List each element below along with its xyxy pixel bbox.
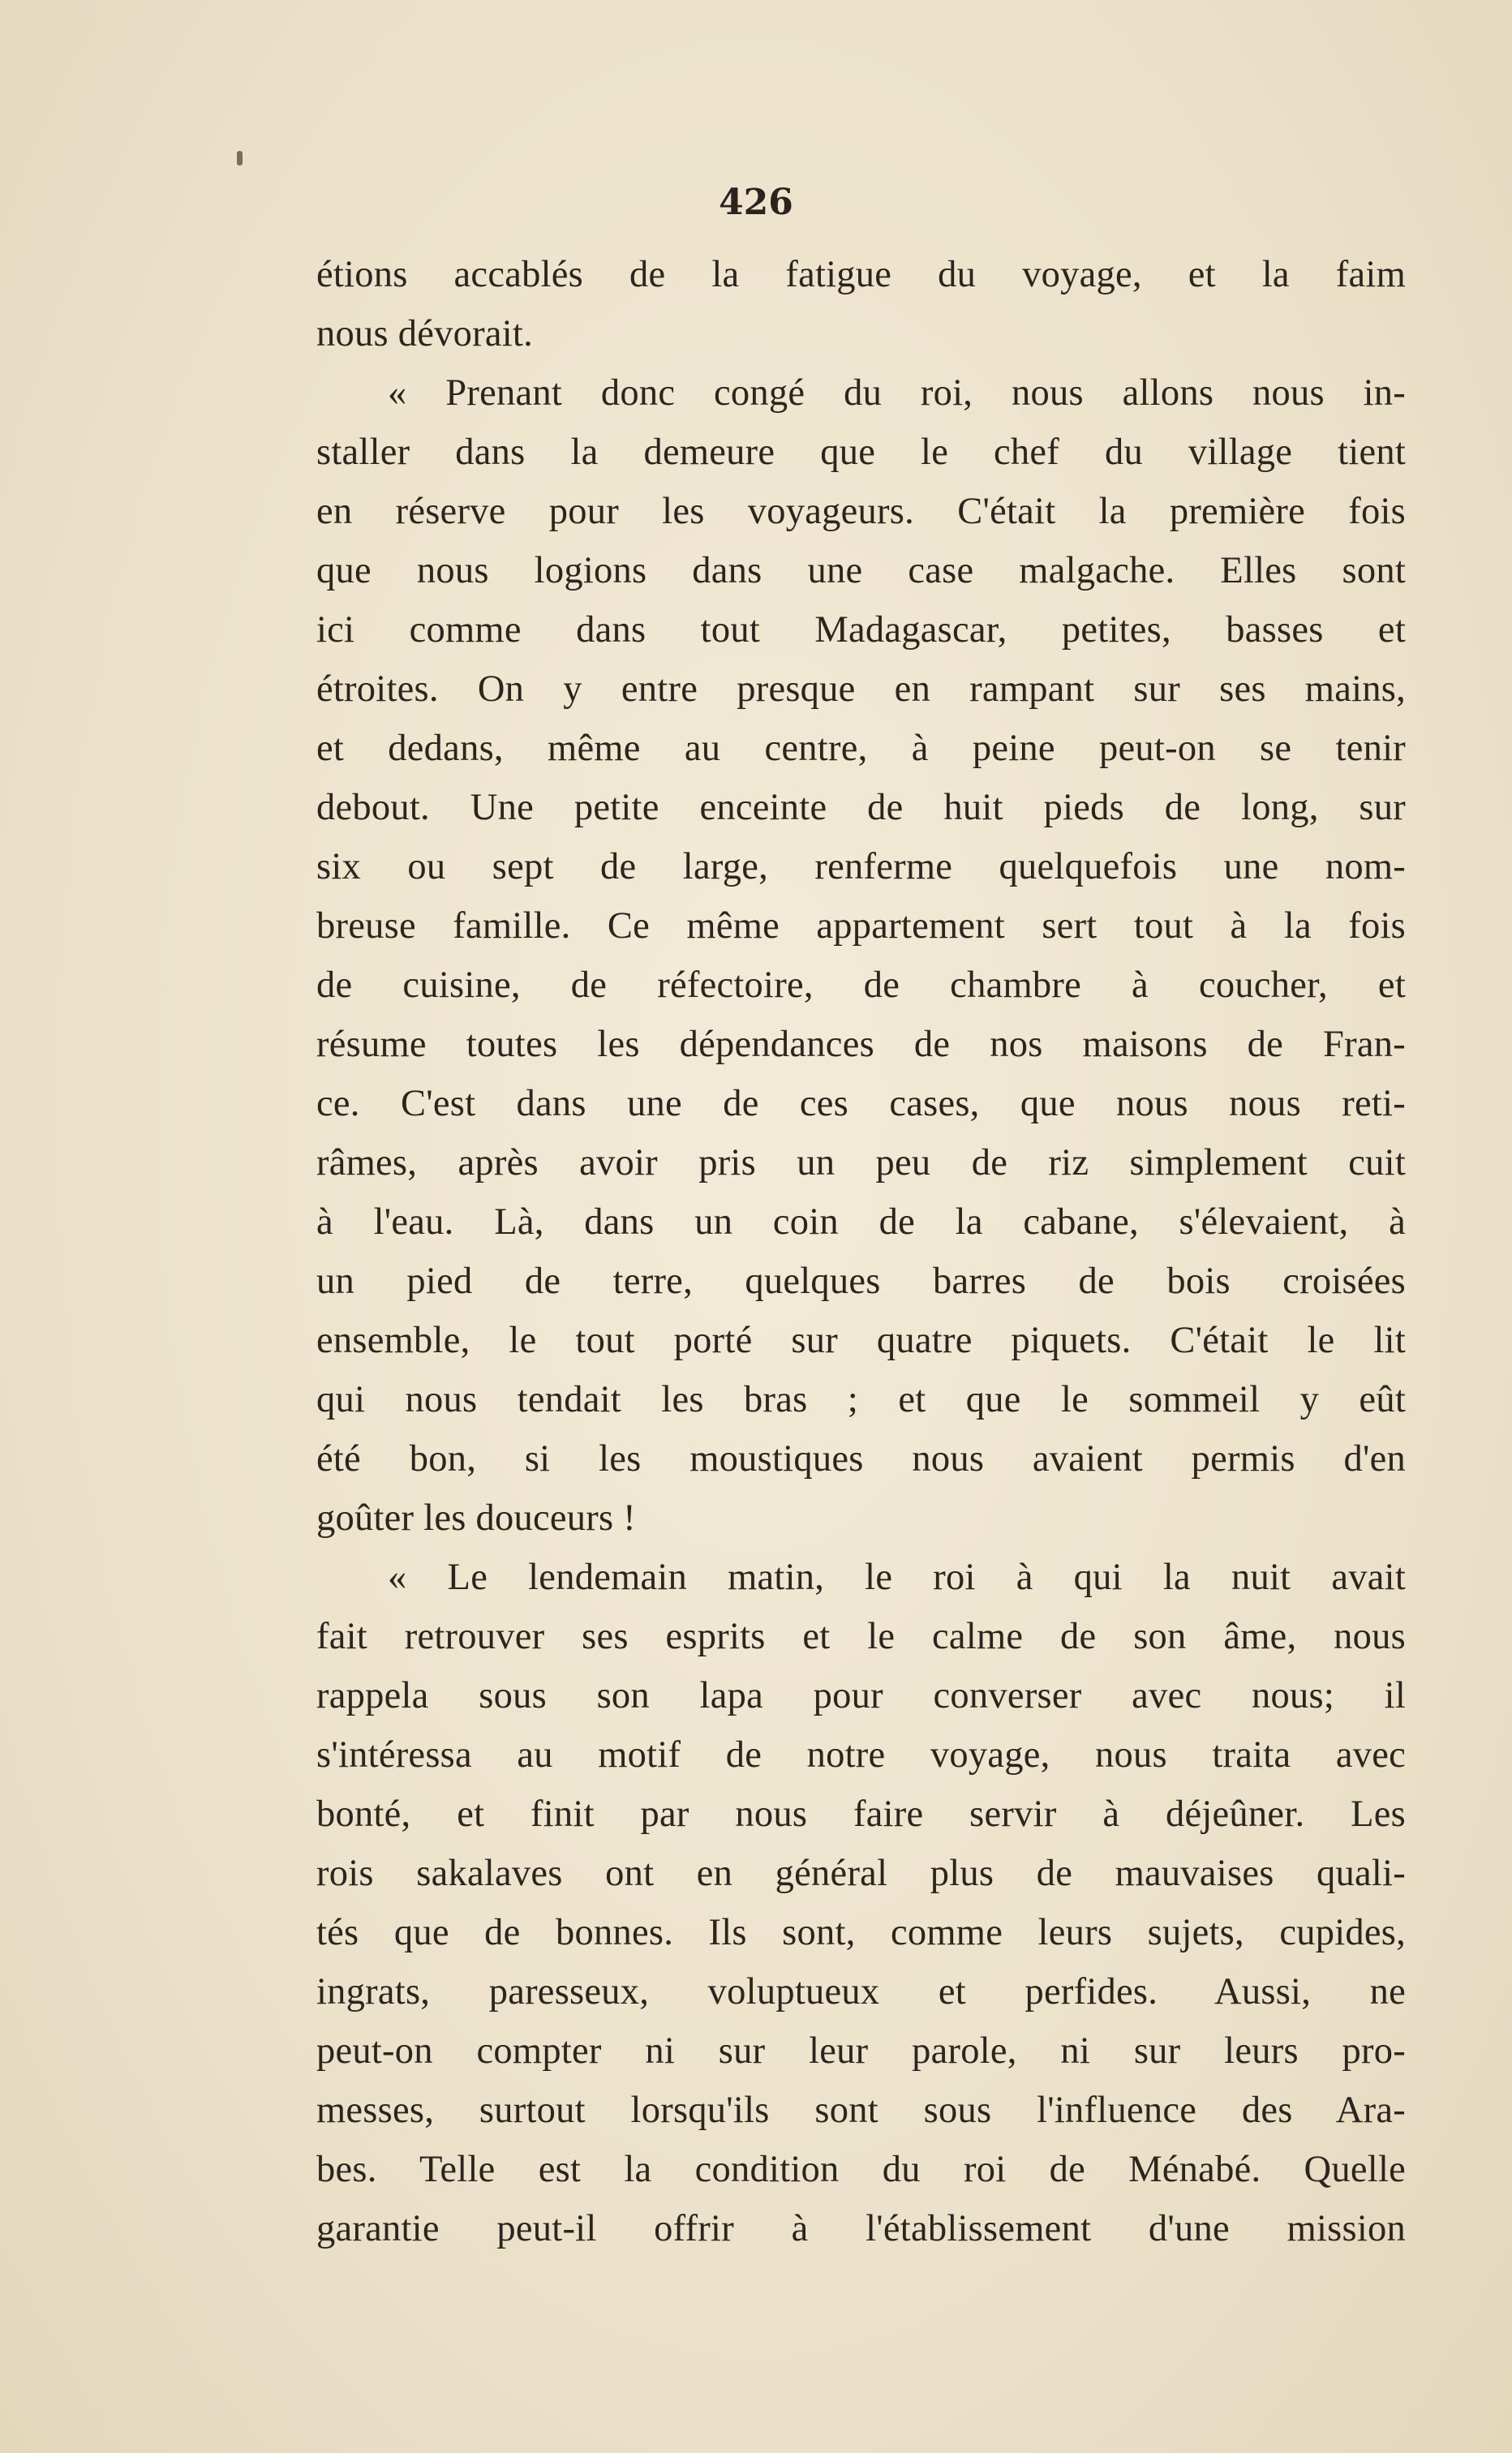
text-line: six ou sept de large, renferme quelquefois une nom- [316,846,1406,887]
text-line: bonté, et finit par nous faire servir à déjeûner. Les [316,1794,1406,1835]
text-line: été bon, si les moustiques nous avaient permis d'en [316,1438,1406,1480]
page-number: 426 [719,182,793,223]
text-line: « Le lendemain matin, le roi à qui la nuit avait [388,1557,1406,1598]
text-line: râmes, après avoir pris un peu de riz simplement cuit [316,1142,1406,1184]
text-line: résume toutes les dépendances de nos maisons de Fran- [316,1024,1406,1065]
text-line: qui nous tendait les bras ; et que le sommeil y eût [316,1379,1406,1420]
text-line: rappela sous son lapa pour converser avec nous; il [316,1675,1406,1716]
text-line: et dedans, même au centre, à peine peut-on se tenir [316,728,1406,769]
text-line: ici comme dans tout Madagascar, petites, basses et [316,609,1406,651]
text-line: un pied de terre, quelques barres de bois croisées [316,1261,1406,1302]
text-line: goûter les douceurs ! [316,1497,636,1539]
text-line: à l'eau. Là, dans un coin de la cabane, s'élevaient, à [316,1201,1406,1243]
text-line: messes, surtout lorsqu'ils sont sous l'influence des Ara- [316,2090,1406,2131]
text-line: de cuisine, de réfectoire, de chambre à coucher, et [316,964,1406,1006]
text-line: tés que de bonnes. Ils sont, comme leurs sujets, cupides, [316,1912,1406,1953]
text-line: ingrats, paresseux, voluptueux et perfides. Aussi, ne [316,1971,1406,2013]
text-line: en réserve pour les voyageurs. C'était la première fois [316,491,1406,532]
text-line: nous dévorait. [316,313,533,354]
text-line: ensemble, le tout porté sur quatre piquets. C'était le lit [316,1320,1406,1361]
text-line: staller dans la demeure que le chef du village tient [316,432,1406,473]
text-line: garantie peut-il offrir à l'établissement d'une mission [316,2208,1406,2249]
text-line: étroites. On y entre presque en rampant sur ses mains, [316,668,1406,710]
body-text [316,245,1406,2258]
text-line: breuse famille. Ce même appartement sert tout à la fois [316,905,1406,947]
text-line: debout. Une petite enceinte de huit pieds de long, sur [316,787,1406,828]
text-line: « Prenant donc congé du roi, nous allons nous in- [388,372,1406,414]
ink-speck [237,151,243,165]
text-line: bes. Telle est la condition du roi de Ménabé. Quelle [316,2149,1406,2190]
text-line: s'intéressa au motif de notre voyage, nous traita avec [316,1734,1406,1776]
text-line: étions accablés de la fatigue du voyage, et la faim [316,254,1406,295]
text-line: ce. C'est dans une de ces cases, que nous nous reti- [316,1083,1406,1124]
text-line: que nous logions dans une case malgache. Elles sont [316,550,1406,591]
text-line: rois sakalaves ont en général plus de mauvaises quali- [316,1853,1406,1894]
text-line: fait retrouver ses esprits et le calme de son âme, nous [316,1616,1406,1657]
text-line: peut-on compter ni sur leur parole, ni sur leurs pro- [316,2030,1406,2072]
